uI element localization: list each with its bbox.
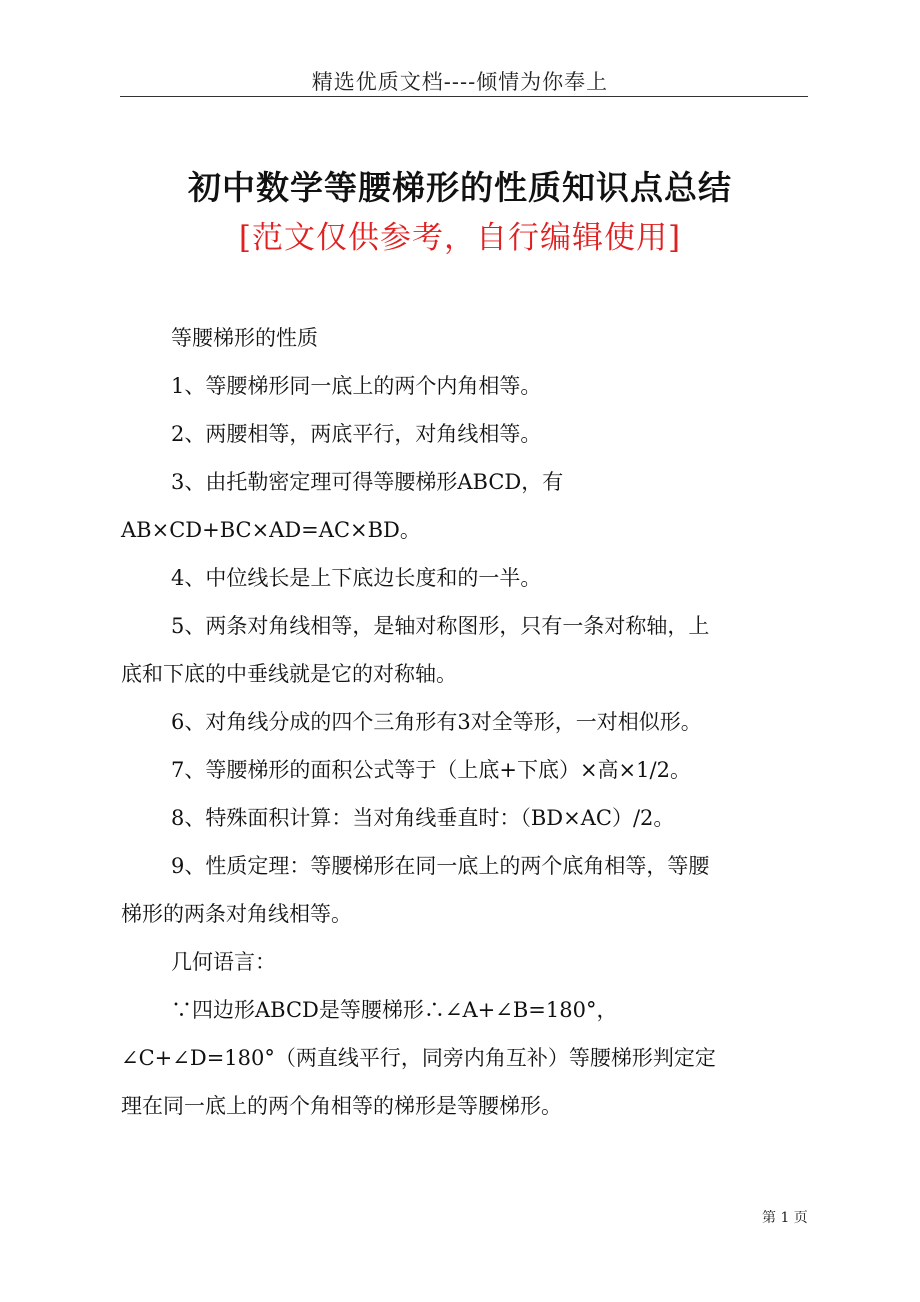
paragraph-line: 4、中位线长是上下底边长度和的一半。: [171, 566, 542, 590]
paragraph: [121, 698, 809, 746]
paragraph: [121, 986, 809, 1130]
paragraph-line: 7、等腰梯形的面积公式等于（上底+下底）×高×1/2。: [171, 758, 691, 782]
page-header: 精选优质文档----倾情为你奉上: [311, 70, 609, 94]
paragraph: [121, 842, 809, 938]
paragraph: [121, 794, 809, 842]
paragraph-line: 3、由托勒密定理可得等腰梯形ABCD，有: [171, 470, 564, 494]
paragraph-line: 6、对角线分成的四个三角形有3对全等形，一对相似形。: [171, 710, 702, 734]
paragraph-line: ∵四边形ABCD是等腰梯形∴∠A+∠B=180°，: [171, 998, 618, 1022]
paragraph-line: AB×CD+BC×AD=AC×BD。: [121, 518, 421, 542]
document-title: 初中数学等腰梯形的性质知识点总结: [188, 168, 732, 207]
paragraph-line: 8、特殊面积计算：当对角线垂直时：（BD×AC）/2。: [171, 806, 675, 830]
paragraph: [121, 602, 809, 698]
document-subtitle: [范文仅供参考，自行编辑使用]: [238, 220, 682, 256]
paragraph-line: 几何语言：: [171, 950, 276, 974]
paragraph: [121, 746, 809, 794]
paragraph: [121, 554, 809, 602]
page-number: 第 1 页: [762, 1210, 808, 1226]
paragraph: [121, 410, 809, 458]
document-body: [121, 314, 809, 1130]
paragraph-line: 等腰梯形的性质: [171, 326, 318, 350]
paragraph-line: ∠C+∠D=180°（两直线平行，同旁内角互补）等腰梯形判定定: [121, 1046, 716, 1070]
paragraph-line: 9、性质定理：等腰梯形在同一底上的两个底角相等，等腰: [171, 854, 710, 878]
paragraph: [121, 938, 809, 986]
paragraph-line: 理在同一底上的两个角相等的梯形是等腰梯形。: [121, 1094, 562, 1118]
paragraph-line: 梯形的两条对角线相等。: [121, 902, 352, 926]
paragraph: [121, 458, 809, 554]
paragraph-line: 1、等腰梯形同一底上的两个内角相等。: [171, 374, 542, 398]
header-divider: [120, 96, 808, 97]
paragraph: [121, 314, 809, 362]
paragraph: [121, 362, 809, 410]
paragraph-line: 5、两条对角线相等，是轴对称图形，只有一条对称轴，上: [171, 614, 710, 638]
paragraph-line: 底和下底的中垂线就是它的对称轴。: [121, 662, 457, 686]
paragraph-line: 2、两腰相等，两底平行，对角线相等。: [171, 422, 542, 446]
